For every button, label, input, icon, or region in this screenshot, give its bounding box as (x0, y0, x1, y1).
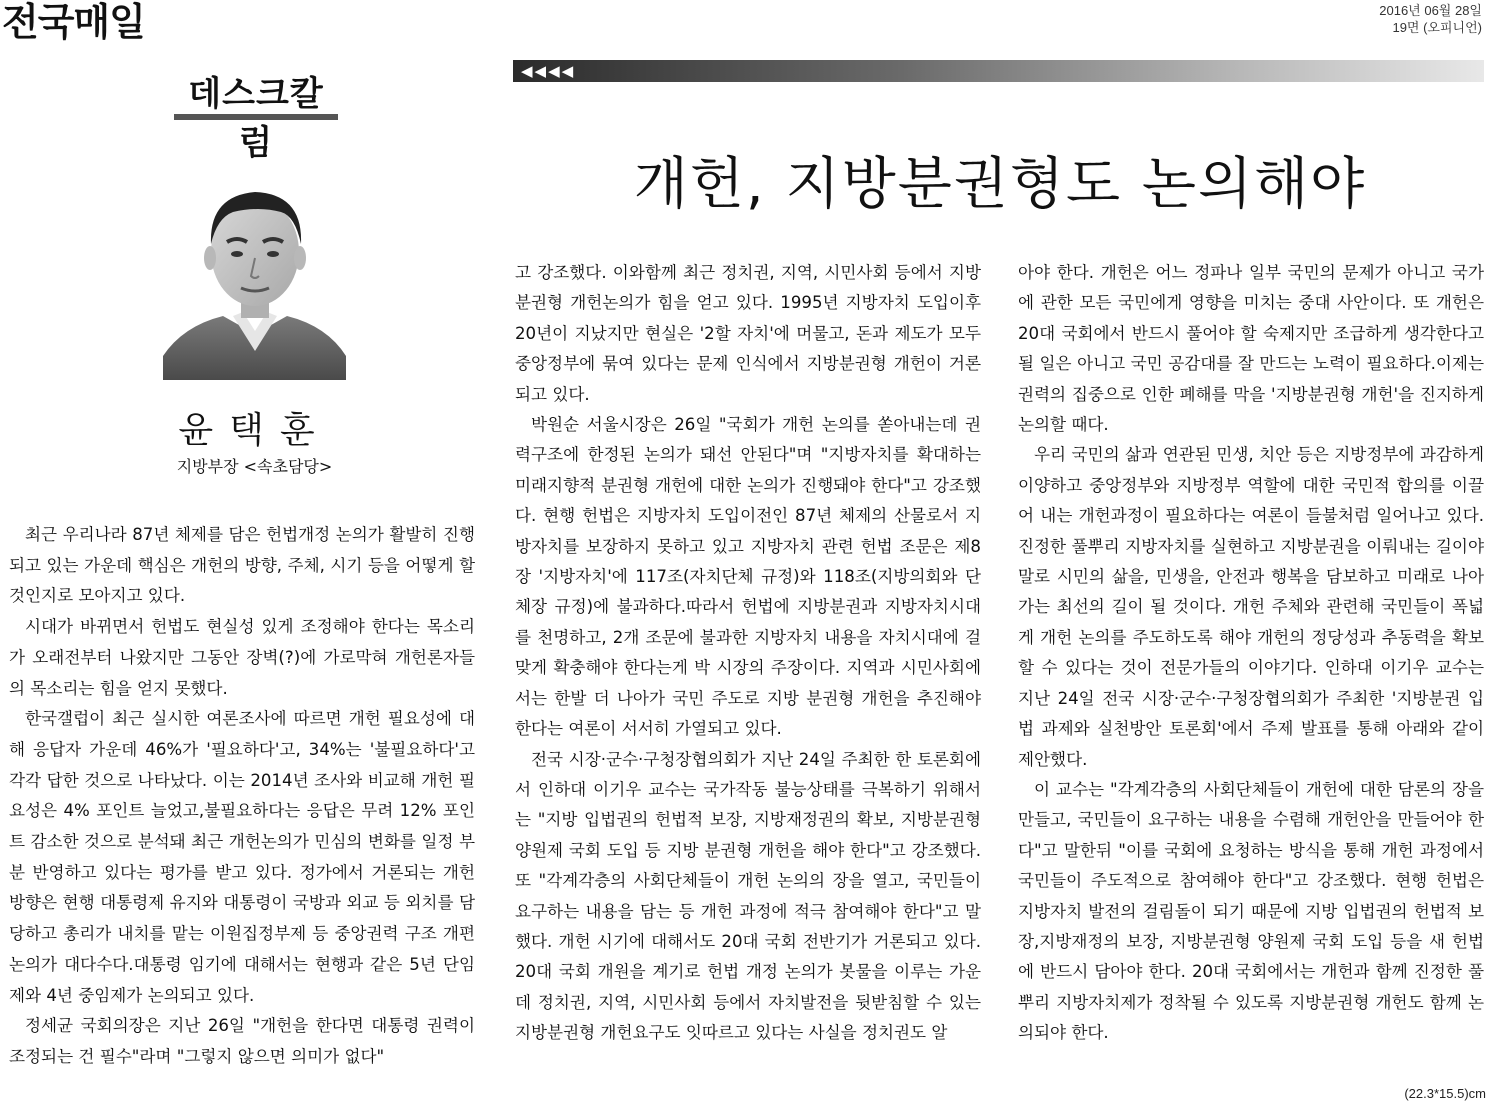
author-portrait-icon (163, 166, 346, 380)
publication-meta (1379, 2, 1482, 36)
article-column-1 (9, 520, 475, 1073)
newspaper-masthead: 전국매일 (2, 0, 145, 44)
author-name: 윤택훈 (178, 410, 331, 451)
author-photo (163, 166, 346, 380)
paragraph: 우리 국민의 삶과 연관된 민생, 치안 등은 지방정부에 과감하게 이양하고 중앙정부와 지방정부 역할에 대한 국민적 합의를 이끌어 내는 개헌과정이 필요하다는 여론이 들불처럼 일어나고 있다.진정한 풀뿌리 지방자치를 실현하고 지방분권을 이뤄내는 길이야말로 시민의 삶을, 민생을, 안전과 행복을 담보하고 미래로 나아가는 최선의 길이 될 것이다. 개헌 주체와 관련해 국민들이 폭넓게 개헌 논의를 주도하도록 해야 개헌의 정당성과 추동력을 확보할 수 있다는 것이 전문가들의 이야기다. 인하대 이기우 교수는 지난 24일 전국 시장·군수·구청장협의회가 주최한 '지방분권 입법 과제와 실천방안 토론회'에서 주제 발표를 통해 아래와 같이 제안했다. (1018, 445, 1484, 769)
section-label-underline (174, 114, 338, 120)
paragraph: 박원순 서울시장은 26일 "국회가 개헌 논의를 쏟아내는데 권력구조에 한정된 논의가 돼선 안된다"며 "지방자치를 확대하는 미래지향적 분권형 개헌에 대한 논의가 진행돼야 한다"고 강조했다. 현행 헌법은 지방자치 도입이전인 87년 체제의 산물로서 지방자치를 보장하지 못하고 있고 지방자치 관련 헌법 조문은 제8장 '지방자치'에 117조(자치단체 규정)와 118조(지방의회와 단체장 규정)에 불과하다.따라서 헌법에 지방분권과 지방자치시대를 천명하고, 2개 조문에 불과한 지방자치 내용을 자치시대에 걸맞게 확충해야 한다는게 박 시장의 주장이다. 지역과 시민사회에서는 한발 더 나아가 국민 주도로 지방 분권형 개헌을 추진해야 한다는 여론이 서서히 가열되고 있다. (515, 415, 981, 739)
paragraph: 전국 시장·군수·구청장협의회가 지난 24일 주최한 한 토론회에서 인하대 이기우 교수는 국가작동 불능상태를 극복하기 위해서는 "지방 입법권의 헌법적 보장, 지방재정권의 확보, 지방분권형 양원제 국회 도입 등 지방 분권형 개헌을 해야 한다"고 강조했다. 또 "각계각층의 사회단체들이 개헌 논의의 장을 열고, 국민들이 요구하는 내용을 담는 등 개헌 과정에 적극 참여해야 한다"고 말했다. 개헌 시기에 대해서도 20대 국회 전반기가 거론되고 있다. 20대 국회 개원을 계기로 헌법 개정 논의가 봇물을 이루는 가운데 정치권, 지역, 시민사회 등에서 자치발전을 뒷받침할 수 있는 지방분권형 개헌요구도 잇따르고 있다는 사실을 정치권도 알 (515, 749, 981, 1043)
article-column-3 (1018, 258, 1484, 1049)
paragraph: 아야 한다. 개헌은 어느 정파나 일부 국민의 문제가 아니고 국가에 관한 모든 국민에게 영향을 미치는 중대 사안이다. 또 개헌은 20대 국회에서 반드시 풀어야 할 숙제지만 조급하게 생각한다고 될 일은 아니고 국민 공감대를 잘 만드는 노력이 필요하다.이제는 권력의 집중으로 인한 폐해를 막을 '지방분권형 개헌'을 진지하게 논의할 때다. (1018, 263, 1484, 435)
publication-date: 2016년 06월 28일 (1379, 3, 1482, 18)
paragraph: 정세균 국회의장은 지난 26일 "개헌을 한다면 대통령 권력이 조정되는 건 필수"라며 "그렇지 않으면 의미가 없다" (9, 1016, 475, 1066)
paragraph: 최근 우리나라 87년 체제를 담은 헌법개정 논의가 활발히 진행되고 있는 가운데 핵심은 개헌의 방향, 주체, 시기 등을 어떻게 할 것인지로 모아지고 있다. (9, 525, 475, 606)
article-size-note: (22.3*15.5)cm (1404, 1086, 1486, 1101)
column-section-label: 데스크칼럼 (188, 74, 324, 163)
paragraph: 이 교수는 "각계각층의 사회단체들이 개헌에 대한 담론의 장을 만들고, 국민들이 요구하는 내용을 수렴해 개헌안을 만들어야 한다"고 말한뒤 "이를 국회에 요청하는 방식을 통해 개헌 과정에서 국민들이 주도적으로 참여해야 한다"고 강조했다. 현행 헌법은 지방자치 발전의 걸림돌이 되기 때문에 지방 입법권의 헌법적 보장,지방재정의 보장, 지방분권형 양원제 국회 도입 등을 새 헌법에 반드시 담아야 한다. 20대 국회에서는 개헌과 함께 진정한 풀뿌리 지방자치제가 정착될 수 있도록 지방분권형 개헌도 함께 논의되야 한다. (1018, 779, 1484, 1043)
paragraph: 시대가 바뀌면서 헌법도 현실성 있게 조정해야 한다는 목소리가 오래전부터 나왔지만 그동안 장벽(?)에 가로막혀 개헌론자들의 목소리는 힘을 얻지 못했다. (9, 617, 475, 698)
author-title: 지방부장 <속초담당> (176, 457, 333, 476)
paragraph: 고 강조했다. 이와함께 최근 정치권, 지역, 시민사회 등에서 지방분권형 개헌논의가 힘을 얻고 있다. 1995년 지방자치 도입이후 20년이 지났지만 현실은 '2할 자치'에 머물고, 돈과 제도가 모두 중앙정부에 묶여 있다는 문제 인식에서 지방분권형 개헌이 거론되고 있다. (515, 263, 981, 404)
article-headline: 개헌, 지방분권형도 논의해야 (633, 152, 1367, 217)
article-column-2 (515, 258, 981, 1049)
page-section: 19면 (오피니언) (1392, 20, 1482, 35)
headline-banner (513, 60, 1484, 82)
banner-arrows-icon: ◀◀◀◀ (521, 62, 576, 80)
paragraph: 한국갤럽이 최근 실시한 여론조사에 따르면 개헌 필요성에 대해 응답자 가운데 46%가 '필요하다'고, 34%는 '불필요하다'고 각각 답한 것으로 나타났다. 이는 2014년 조사와 비교해 개헌 필요성은 4% 포인트 늘었고,불필요하다는 응답은 무려 12% 포인트 감소한 것으로 분석돼 최근 개헌논의가 민심의 변화를 일정 부분 반영하고 있다는 평가를 받고 있다. 정가에서 거론되는 개헌 방향은 현행 대통령제 유지와 대통령이 국방과 외교 등 외치를 담당하고 총리가 내치를 맡는 이원집정부제 등 중앙권력 구조 개편논의가 대다수다.대통령 임기에 대해서는 현행과 같은 5년 단임제와 4년 중임제가 논의되고 있다. (9, 709, 475, 1005)
